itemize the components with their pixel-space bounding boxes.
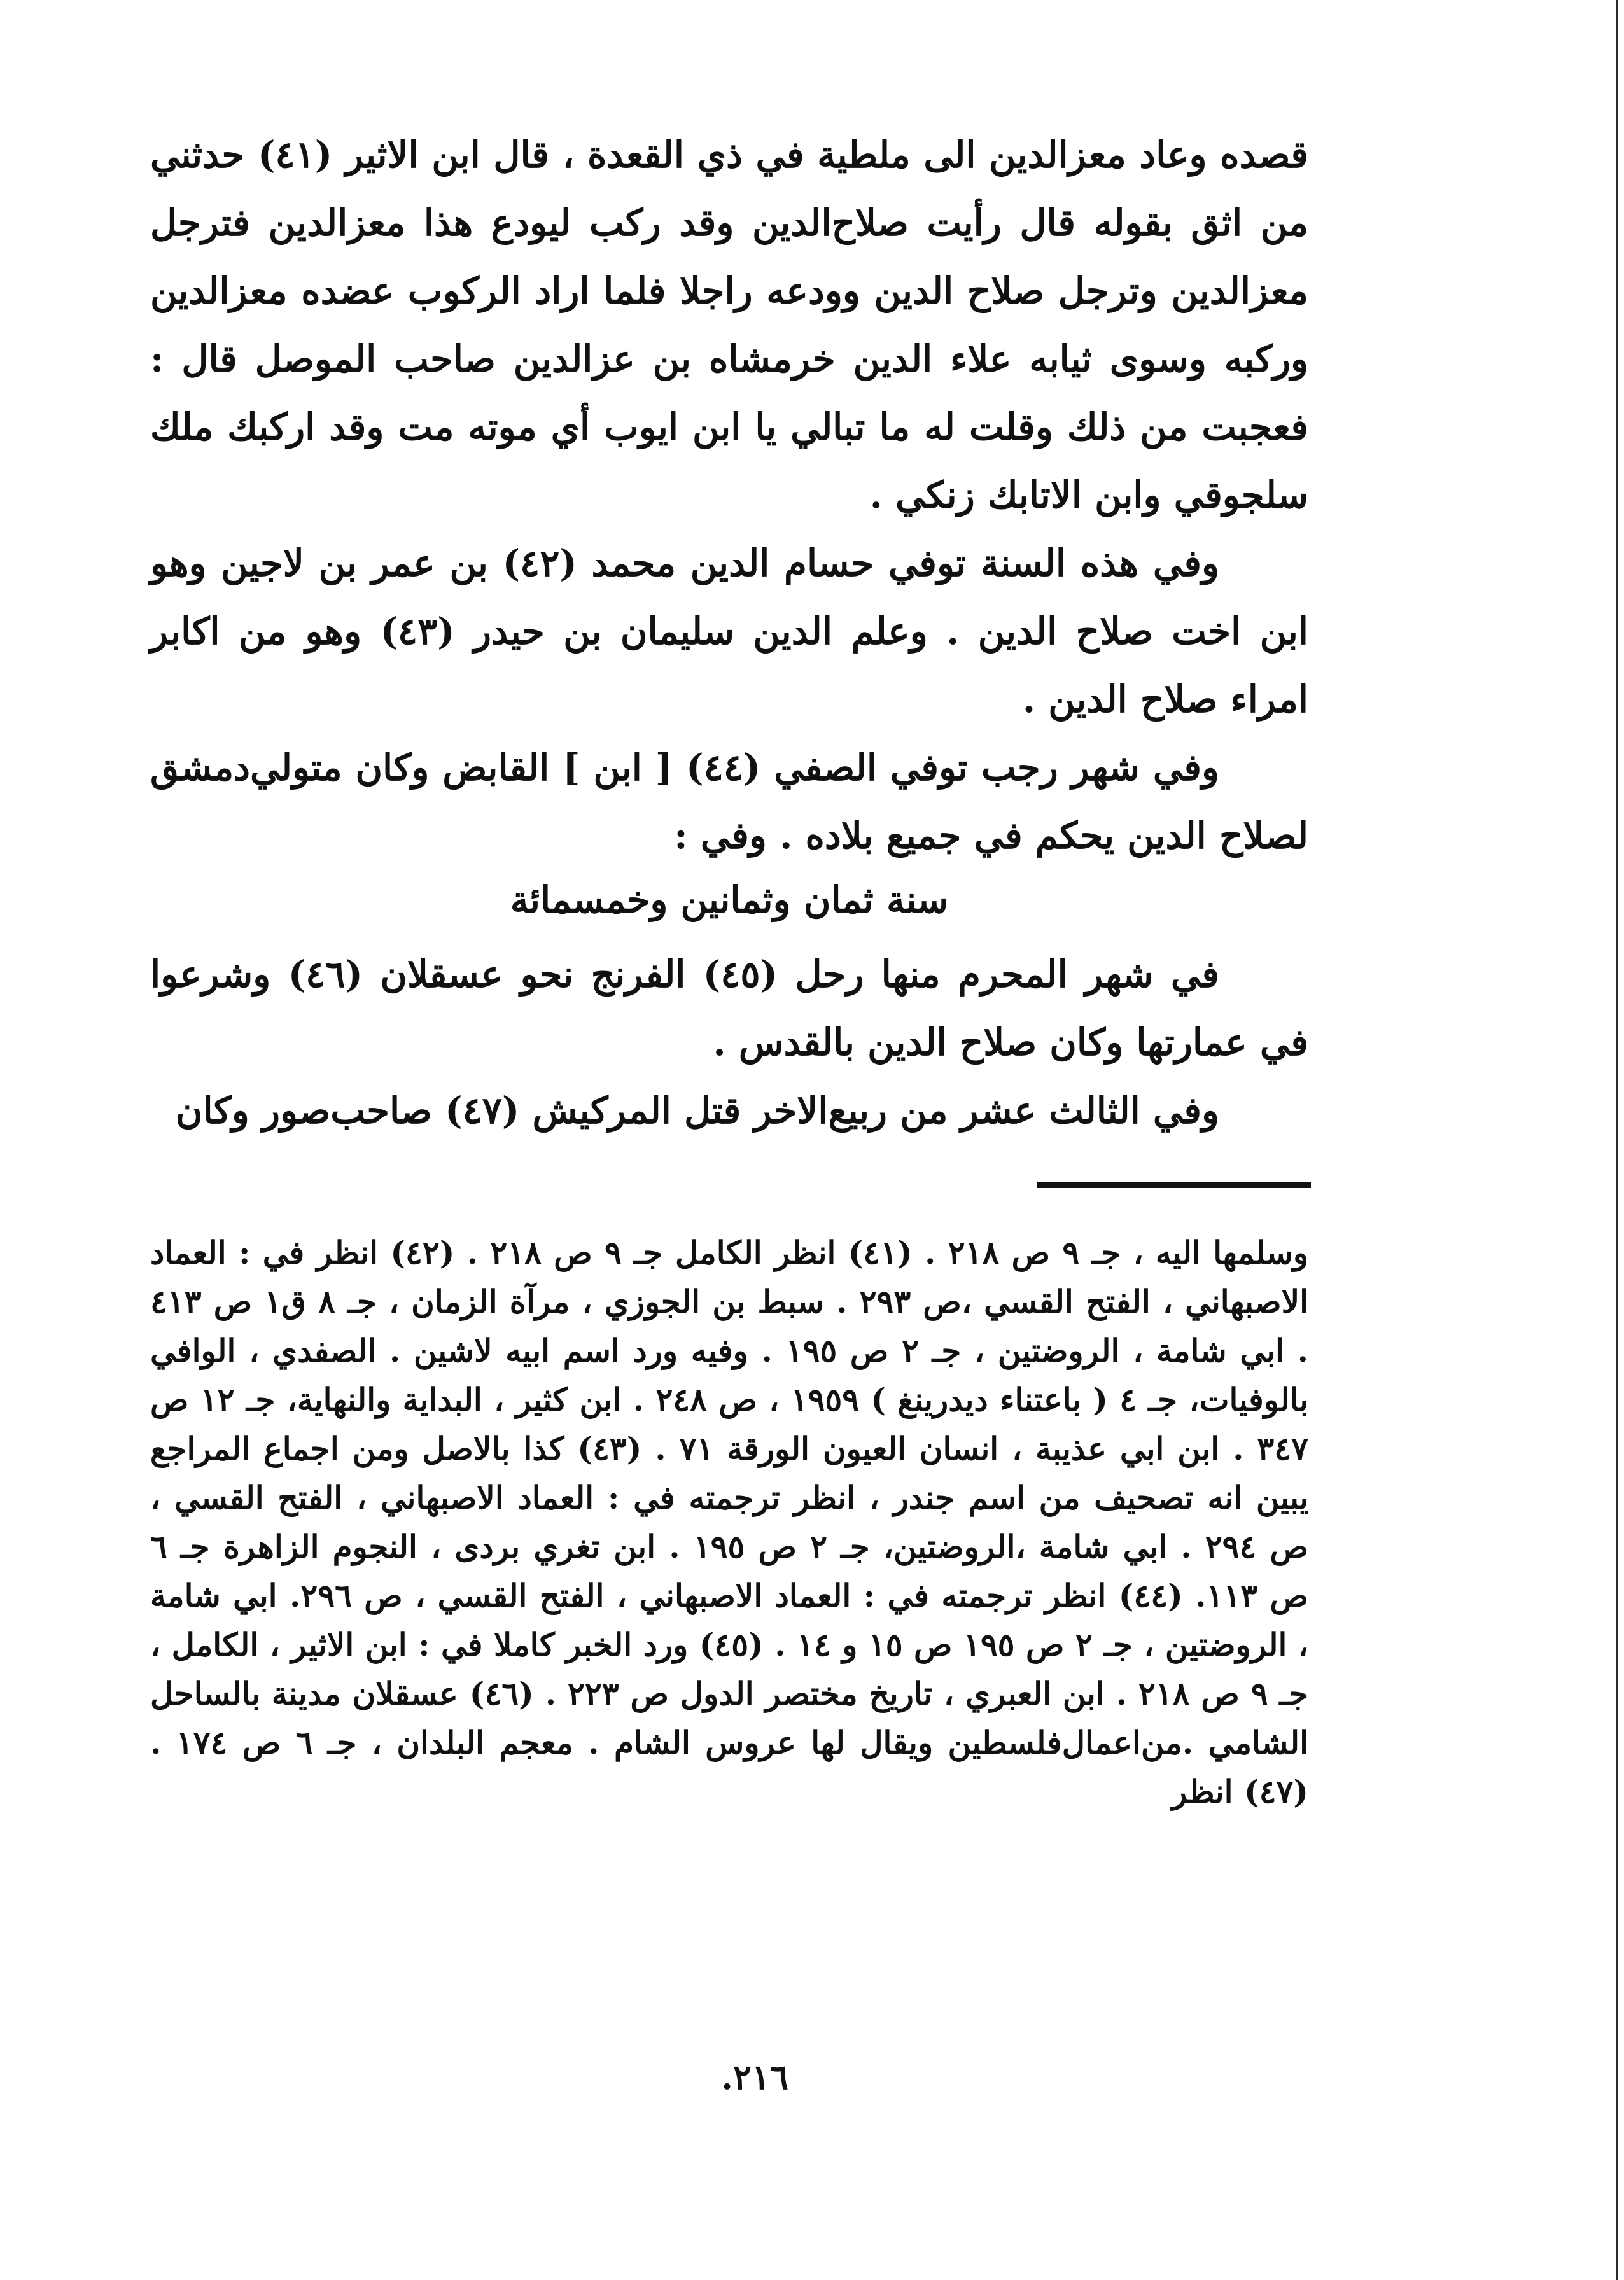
paragraph-4: في شهر المحرم منها رحل (٤٥) الفرنج نحو عسقلان (٤٦) وشرعوا في عمارتها وكان صلاح الدين بالقدس .: [150, 953, 1308, 1064]
section-heading: سنة ثمان وثمانين وخمسمائة: [510, 878, 949, 921]
page-edge: [1616, 0, 1618, 2280]
main-text-continued: [150, 941, 1308, 1145]
paragraph-1: قصده وعاد معزالدين الى ملطية في ذي القعدة ، قال ابن الاثير (٤١) حدثني من اثق بقوله قال رأيت صلاح‌الدين وقد ركب ليودع هذا معزالدين فترجل معزالدين وترجل صلاح الدين وودعه راجلا فلما اراد الركوب عضده معزالدين وركبه وسوى ثيابه علاء الدين خرمشاه بن عزالدين صاحب الموصل قال : فعجبت من ذلك وقلت له ما تبالي يا ابن ايوب أي موته مت وقد اركبك ملك سلجوقي وابن الاتابك زنكي .: [150, 133, 1309, 517]
footnotes: [150, 1228, 1308, 1816]
paragraph-5: وفي الثالث عشر من ربيع‌الاخر قتل المركيش (٤٧) صاحب‌صور وكان: [175, 1089, 1219, 1132]
page-number: ٢١٦.: [721, 2057, 788, 2097]
footnotes-text: وسلمها اليه ، جـ ٩ ص ٢١٨ . (٤١) انظر الكامل جـ ٩ ص ٢١٨ . (٤٢) انظر في : العماد الاصبهاني ، الفتح القسي ،ص ٢٩٣ . سبط بن الجوزي ، مرآة الزمان ، جـ ٨ ق١ ص ٤١٣ . ابي شامة ، الروضتين ، جـ ٢ ص ١٩٥ . وفيه ورد اسم ابيه لاشين . الصفدي ، الوافي بالوفيات، جـ ٤ ( باعتناء ديدرينغ ) ١٩٥٩ ، ص ٢٤٨ . ابن كثير ، البداية والنهاية، جـ ١٢ ص ٣٤٧ . ابن ابي عذيبة ، انسان العيون الورقة ٧١ . (٤٣) كذا بالاصل ومن اجماع المراجع يبين انه تصحيف من اسم جندر ، انظر ترجمته في : العماد الاصبهاني ، الفتح القسي ، ص ٢٩٤ . ابي شامة ،الروضتين، جـ ٢ ص ١٩٥ . ابن تغري بردى ، النجوم الزاهرة جـ ٦ ص ١١٣. (٤٤) انظر ترجمته في : العماد الاصبهاني ، الفتح القسي ، ص ٢٩٦. ابي شامة ، الروضتين ، جـ ٢ ص ١٩٥ ص ١٥ و ١٤ . (٤٥) ورد الخبر كاملا في : ابن الاثير ، الكامل ، جـ ٩ ص ٢١٨ . ابن العبري ، تاريخ مختصر الدول ص ٢٢٣ . (٤٦) عسقلان مدينة بالساحل الشامي .من‌اعمال‌فلسطين ويقال لها عروس الشام . معجم البلدان ، جـ ٦ ص ١٧٤ . (٤٧) انظر: [150, 1234, 1309, 1810]
main-text: [150, 121, 1308, 870]
paragraph-2: وفي هذه السنة توفي حسام الدين محمد (٤٢) بن عمر بن لاجين وهو ابن اخت صلاح الدين . وعلم الدين سليمان بن حيدر (٤٣) وهو من اكابر امراء صلاح الدين .: [150, 542, 1308, 721]
footnote-divider: [1037, 1182, 1311, 1188]
paragraph-3: وفي شهر رجب توفي الصفي (٤٤) [ ابن ] القابض وكان متولي‌دمشق لصلاح الدين يحكم في جميع بلاده . وفي :: [150, 746, 1308, 857]
